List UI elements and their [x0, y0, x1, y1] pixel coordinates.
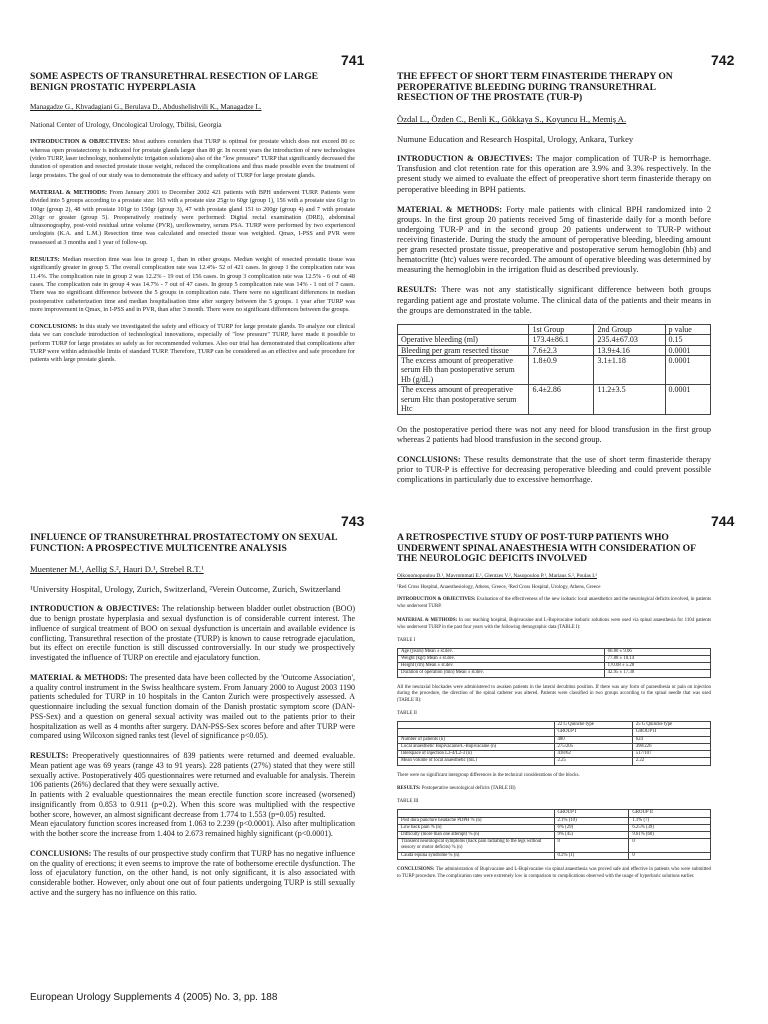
table-cell: 11.2±3.5 [594, 385, 665, 414]
table-cell: 0 [554, 839, 629, 852]
table-row [398, 356, 711, 385]
table-row [398, 670, 711, 677]
table-cell: 2.25 [554, 758, 632, 765]
table-cell: Difficulty (more than one attempt) % (n) [398, 831, 555, 838]
table-cell: 624 [632, 736, 710, 743]
section-text: The relationship between bladder outlet obstruction (BOO) due to benign prostate hyperplasia and sexual dysfunction is of considerable current interest. The influence of surgical treatment of BOO on sexual dysfunction is uncertain and available evidence is conflicting. Transurethral resection of the prostate (TURP) is known to cause retrograde ejaculation, but its effect on erectile function is still discussed controversially. In our study we prospectively investigated the influence of TURP on erectile and ejaculatory function. [30, 604, 356, 663]
section-label: RESULTS: [397, 285, 437, 295]
intro-section [30, 604, 355, 663]
table-row [398, 758, 711, 765]
table-cell: 6% (29) [554, 824, 629, 831]
results-section [397, 285, 711, 315]
table-cell: 0 [629, 839, 711, 852]
table-header-cell: GROUP I [554, 729, 632, 736]
intro-section [30, 138, 355, 179]
methods-section [397, 205, 711, 276]
table-header-row [398, 722, 711, 729]
conclusions-section [397, 455, 711, 485]
methods-section [397, 618, 711, 632]
results-paragraph: In patients with 2 evaluable questionnaires the mean erectile function score increased (worsened) insignificantly from 0.853 to 0.911 (p=0.2). When this score was multiplied with the respective bother score, however, an almost significant decrease from 1.774 to 1.553 (p=0.05) resulted. [30, 790, 355, 819]
abstract-743 [30, 533, 355, 898]
table-row [398, 743, 711, 750]
table-header-cell: 22 G Quincke type [554, 722, 632, 729]
methods-section [30, 189, 355, 247]
methods-section [30, 673, 355, 741]
conclusions-section [30, 849, 355, 898]
table-header-cell: GROUP I [554, 810, 629, 817]
abstract-affiliation: National Center of Urology, Oncological Urology, Tbilisi, Georgia [30, 121, 222, 130]
table-header-cell: 2nd Group [594, 324, 665, 334]
table-header-row [398, 810, 711, 817]
deficits-table [397, 809, 711, 860]
abstract-number-742: 742 [711, 52, 735, 68]
table-cell: 3.1±1.18 [594, 356, 665, 385]
table-cell: Age (years) Mean ± st.dev. [398, 648, 605, 655]
table-cell: 0.2% (1) [554, 852, 629, 859]
section-text: From January 2001 to December 2002 421 patients with BPH underwent TURP. Patients were divided into 5 groups according to a prostate size: 163 with a prostate size 25gr to 60gr (group 1), 156 with a prostate size 61gr to 100gr (group 2), 48 with prostate 101gr to 150gr (group 3), 47 with prostate gland 151 to 200gr (group 4) and 7 with prostate 201gr or greater (group 5). Preoperatively routinely were performed: Digital rectal examination (DRE), abdominal ultrasonography, post-void residual urine volume (PVR), uroflowmetry, serum PSA. TURP were performed by two experienced urologists (K.A. and L.M.) Resection time was calculated and resected tissue was weighted. Qmax, I-PSS and PVR were reassessed at 3 months and 1 year of follow-up. [30, 188, 356, 246]
section-label: INTRODUCTION & OBJECTIVES: [397, 597, 476, 603]
section-text: The major complication of TUR-P is hemorrhage. Transfusion and clot retention rate for this operation are 3.9% and 3.3% respectively. In the present study we aimed to evaluate the effect of preoperative short term finasteride therapy on peroperative bleeding in BPH patients. [397, 154, 711, 194]
table-cell: 480 [554, 736, 632, 743]
abstract-affiliation: Numune Education and Research Hospital, Urology, Ankara, Turkey [397, 134, 634, 145]
table-row [398, 817, 711, 824]
table-row [398, 385, 711, 414]
table-row [398, 751, 711, 758]
table-cell: Cauda equina syndrome % (n) [398, 852, 555, 859]
abstract-number-741: 741 [341, 52, 365, 68]
table-cell: 0.0001 [665, 385, 710, 414]
section-text: In this study we investigated the safety and efficacy of TURP for large prostate glands. To analyze our clinical data we can conclude introduction of technological innovations, especially of "low pressure" TURP, have made it possible to perform TURP for large prostates so safely as for recommended volumes. Also our trial has demonstrated that complications after TURP were within admissible limits of standard TURP. Therefore, TURP can be considered as an effective and safe procedure for patients with large prostate glands. [30, 323, 355, 364]
table-header-cell [398, 810, 555, 817]
table-cell: 77.88 ± 10.14 [604, 655, 710, 662]
table-cell: 173.4±86.1 [529, 335, 594, 345]
table-row [398, 345, 711, 355]
section-text: The presented data have been collected by the 'Outcome Association', a quality control instrument in the Swiss healthcare system. From January 2000 to August 2003 1190 patients scheduled for TURP in 10 hospitals in the Canton Zurich were prospectively assessed. A questionnaire including the sexual function domain of the Danish prostatic symptom score (DAN-PSS-Sex) and a question on general sexual activity was mailed out to the patients prior to their hospitalization as well as 4 months after surgery. DAN-PSS-Sex scores before and after TURP were compared using Wilcoxon signed ranks test (level of significance p<0.05). [30, 672, 355, 741]
table-cell: Mean volume of local anaesthetic (mL) [398, 758, 555, 765]
table-row [398, 831, 711, 838]
section-label: CONCLUSIONS: [397, 454, 461, 464]
section-label: INTRODUCTION & OBJECTIVES: [397, 154, 533, 164]
table-cell: 9% (45) [554, 831, 629, 838]
post-table-text: All the neuraxial blockades were administered to awaken patients in the lateral decubitus position. If there was any form of paraesthesia or pain on injection during the procedure, the direction of the spinal catheter was altered. Patients were classified in two groups according to the spinal needle that was used (TABLE II): [397, 684, 711, 704]
table-cell: Interspace of injection L3-4/L2-3 (n) [398, 751, 555, 758]
table-row [398, 824, 711, 831]
table-cell: The excess amount of preoperative serum Hb than postoperative serum Hb (g/dL) [398, 356, 529, 385]
table-cell: 0 [629, 852, 711, 859]
abstract-authors: Managadze G., Khvadagiani G., Berulava D., Abdushelishvili K., Managadze L. [30, 103, 262, 112]
table-cell: 6.25% (39) [629, 824, 711, 831]
journal-footer: European Urology Supplements 4 (2005) No. 3, pp. 188 [30, 992, 278, 1003]
section-label: RESULTS: [30, 256, 60, 264]
groups-table [397, 721, 711, 765]
table-label: TABLE III [397, 799, 419, 805]
abstract-affiliation: ¹University Hospital, Urology, Zurich, Switzerland, ²Verein Outcome, Zurich, Switzerland [30, 584, 341, 595]
section-label: INTRODUCTION & OBJECTIVES: [30, 604, 160, 614]
abstract-742 [397, 72, 711, 485]
section-text: These results demonstrate that the use of short term finasteride therapy prior to TUR-P is effective for decreasing peroperative bleeding and could prevent possible complications in particularly due to excessive hemorrhage. [397, 454, 711, 485]
section-label: CONCLUSIONS: [397, 866, 435, 872]
results-paragraph: Mean ejaculatory function scores increased from 1.063 to 2.239 (p<0.0001). Also after multiplication with the bother score the increase from 1.404 to 2.673 remained highly significant (p<0.0001). [30, 819, 355, 839]
table-label: TABLE II [397, 711, 417, 717]
table-cell: 13.9±4.16 [594, 345, 665, 355]
table-cell: 418/62 [554, 751, 632, 758]
abstract-authors: Muentener M.¹, Aellig S.², Hauri D.¹, Strebel R.T.¹ [30, 564, 204, 575]
abstract-affiliation: ¹Red Cross Hospital, Anaesthesiology, Athens, Greece, ²Red Cross Hospital, Urology, Athens, Greece [397, 585, 601, 591]
section-text: Forty male patients with clinical BPH randomized into 2 groups. In the first group 20 patients received 5mg of finasteride daily for a month before undergoing TUR-P and in the second group 20 patients underwent to TUR-P without receiving finasteride. During the study the amount of peroperative bleeding, bleeding amount per gram resected prostate tissue, preoperative and postoperative serum hemoglobin (hb) and hematocritte (htc) values were recorded. The amount of operative bleeding was determined by measuring the hemoglobin in the irrigation fluid as described previously. [397, 204, 712, 275]
table-row [398, 655, 711, 662]
table-cell: Post dura puncture headache PDPH % (n) [398, 817, 555, 824]
section-label: MATERIAL & METHODS: [397, 204, 502, 214]
conclusions-section [397, 867, 711, 881]
table-header-row [398, 729, 711, 736]
table-cell: 0.0001 [665, 345, 710, 355]
table-label: TABLE I [397, 637, 416, 643]
section-text: The administration of Bupivacaine and L-Bupivacaine via spinal anaesthesia was proved safe and effective in patients who were submitted to TURP procedure. The complication rates were extremely low in comparison to complications observed with the usage of hyperbaric solutions earlier. [397, 866, 711, 879]
table-header-cell: GROUP II [632, 729, 710, 736]
table-cell: Low back pain % (n) [398, 824, 555, 831]
table-cell: 170.08 ± 5.28 [604, 663, 710, 670]
table-row [398, 839, 711, 852]
table-row [398, 663, 711, 670]
table-cell: 9.61% (60) [629, 831, 711, 838]
table-row [398, 648, 711, 655]
table-header-row [398, 324, 711, 334]
table-cell: 517/107 [632, 751, 710, 758]
section-label: MATERIAL & METHODS: [30, 188, 108, 196]
abstract-title: INFLUENCE OF TRANSURETHRAL PROSTATECTOMY ON SEXUAL FUNCTION: A PROSPECTIVE MULTICENTRE ANALYSIS [30, 532, 337, 554]
table-row [398, 736, 711, 743]
conclusions-section [30, 323, 355, 364]
table-cell: Weight (kgr) Mean ± st.dev. [398, 655, 605, 662]
post-table-text: On the postoperative period there was not any need for blood transfusion in the first group whereas 2 patients had blood transfusion in the second group. [397, 424, 711, 444]
table-header-cell [398, 722, 555, 729]
section-text: Evaluation of the effectiveness of the new isobaric local anaesthetics and the neurological deficits involved, in patients who underwent TURP. [397, 597, 711, 610]
table-cell: Number of patients (n) [398, 736, 555, 743]
demographics-table [397, 648, 711, 678]
results-section [397, 786, 711, 793]
abstract-741 [30, 72, 355, 365]
results-table [397, 324, 711, 415]
table-cell: Local anaesthetic Bupivacaine/L-Bupivacaine (n) [398, 743, 555, 750]
table-header-cell: p value [665, 324, 710, 334]
table-cell: Operative bleeding (ml) [398, 335, 529, 345]
table-row [398, 852, 711, 859]
section-text: Postoperative neurological deficits (TABLE III) [421, 786, 516, 792]
table-cell: 6.4±2.86 [529, 385, 594, 414]
abstract-title: A RETROSPECTIVE STUDY OF POST-TURP PATIENTS WHO UNDERWENT SPINAL ANAESTHESIA WITH CONSIDERATION OF THE NEUROLOGIC DEFICITS INVOLVED [397, 532, 696, 565]
table-row [398, 335, 711, 345]
post-table-text: There were no significant intergroup differences in the technical considerations of the blocks. [397, 772, 580, 778]
table-cell: Transient neurological symptoms (back pain radiating to the legs without sensory or motor deficits) % (n) [398, 839, 555, 852]
section-label: INTRODUCTION & OBJECTIVES: [30, 138, 131, 146]
abstract-number-744: 744 [711, 513, 735, 529]
table-cell: 7.6±2.3 [529, 345, 594, 355]
section-text: There was not any statistically significant difference between both groups regarding patient age and prostate volume. The clinical data of the patients and their means in the groups are demonstrated in the table. [397, 285, 711, 315]
abstract-authors: Oikonomopoulou D.¹, Mavrommati E.¹, Glentzes V.², Nasopoulou P.¹, Mariaus S.², Poulas I.² [397, 573, 597, 580]
table-cell: 275/205 [554, 743, 632, 750]
abstract-title: THE EFFECT OF SHORT TERM FINASTERIDE THERAPY ON PEROPERATIVE BLEEDING DURING TRANSURETHRAL RESECTION OF THE PROSTATE (TUR-P) [397, 71, 673, 104]
table-cell: 235.4±67.03 [594, 335, 665, 345]
table-cell: 1.1% (7) [629, 817, 711, 824]
section-label: MATERIAL & METHODS: [397, 617, 458, 623]
table-header-cell [398, 324, 529, 334]
section-label: CONCLUSIONS: [30, 323, 78, 331]
abstract-744 [397, 533, 711, 881]
table-cell: The excess amount of preoperative serum Htc than postoperative serum Htc [398, 385, 529, 414]
section-label: MATERIAL & METHODS: [30, 672, 128, 682]
section-text: In our teaching hospital, Bupivacaine and L-Bupivacaine isobaric solutions were used via spinal anaesthesia for 1104 patients who underwent TURP in the past four years with the following demographic data (TABLE I): [397, 617, 711, 630]
table-cell: 42.95 ± 17.30 [604, 670, 710, 677]
table-header-cell: 25 G Quincke type [632, 722, 710, 729]
results-section [30, 256, 355, 314]
table-cell: Height (cm) Mean ± st.dev. [398, 663, 605, 670]
abstract-authors: Özdal L., Özden C., Benli K., Gökkaya S., Koyuncu H., Memiş A. [397, 114, 627, 125]
table-cell: 0.15 [665, 335, 710, 345]
abstract-title: SOME ASPECTS OF TRANSURETHRAL RESECTION OF LARGE BENIGN PROSTATIC HYPERPLASIA [30, 71, 319, 93]
intro-section [397, 154, 711, 194]
table-cell: 2.22 [632, 758, 710, 765]
table-cell: 66.80 ± 9.06 [604, 648, 710, 655]
table-header-cell: GROUP II [629, 810, 711, 817]
section-label: RESULTS: [397, 786, 421, 792]
table-header-cell [398, 729, 555, 736]
section-label: RESULTS: [30, 751, 69, 761]
section-text: The results of our prospective study confirm that TURP has no negative influence on the quality of erections; it even seems to improve the rate of bothersome erectile dysfunction. The loss of ejaculatory function, on the other hand, is not only significant, it is also associated with considerable bother. However, only about one out of four patients undergoing TURP is still sexually active and the surgery has no influence on this ratio. [30, 848, 356, 897]
table-cell: 398/226 [632, 743, 710, 750]
table-cell: Bleeding per gram resected tissue [398, 345, 529, 355]
section-text: Preoperatively questionnaires of 839 patients were returned and deemed evaluable. Mean patient age was 69 years (range 43 to 91 years). 228 patients (27%) stated that they were still sexually active. Postoperatively 405 questionnaires were returned and evaluable for analysis. Therein 106 patients (26%) declared that they were sexually active. [30, 751, 356, 790]
table-cell: 0.0001 [665, 356, 710, 385]
results-section [30, 751, 355, 790]
table-header-cell: 1st Group [529, 324, 594, 334]
abstract-number-743: 743 [341, 513, 365, 529]
table-cell: Duration of operation (min) Mean ± st.dev. [398, 670, 605, 677]
table-cell: 2.1% (10) [554, 817, 629, 824]
section-label: CONCLUSIONS: [30, 848, 92, 858]
section-text: Most authors considers that TURP is optimal for prostate which does not exceed 80 cc whereas open prostatectomy is indicated for prostate glands larger than 80 gr. In recent years the introduction of new technologies (video TURP, laser technology, nonhemolytic irrigation solutions) also of the "low pressure" TURP that significantly decreased the duration of operation and resected prostate tissue weight, reduced the complications and thus made possible even the treatment of large prostates. The goal of our study was to demonstrate the efficacy and safety of TURP for large prostate glands. [30, 138, 356, 179]
table-cell: 1.8±0.9 [529, 356, 594, 385]
section-text: Median resection time was less in group 1, than in other groups. Median weight of resected prostatic tissue was significantly greater in group 5. The overall complication rate was 12.4%- 52 of 421 cases. In group 1 the complication rate was 11.4%. The complication rate in group 2 was 12.2% - 19 out of 156 cases. In group 3 complication rate was 12.5% - 6 out of 48 cases. The complication rate in group 4 was 14.7% - 7 out of 47 cases. In group 5 complication rate was 14% - 1 out of 7 cases. There was no significant difference between the 5 groups in complication rate. There were no significant differences in median postoperative catheterization time and median hospitalisation time after surgery between the 5 groups. 1 year after TURP was more improvement in Qmax, in I-PSS and in PVR, than after 3 month. There were no significant differences between the groups. [30, 256, 356, 313]
intro-section [397, 597, 711, 611]
